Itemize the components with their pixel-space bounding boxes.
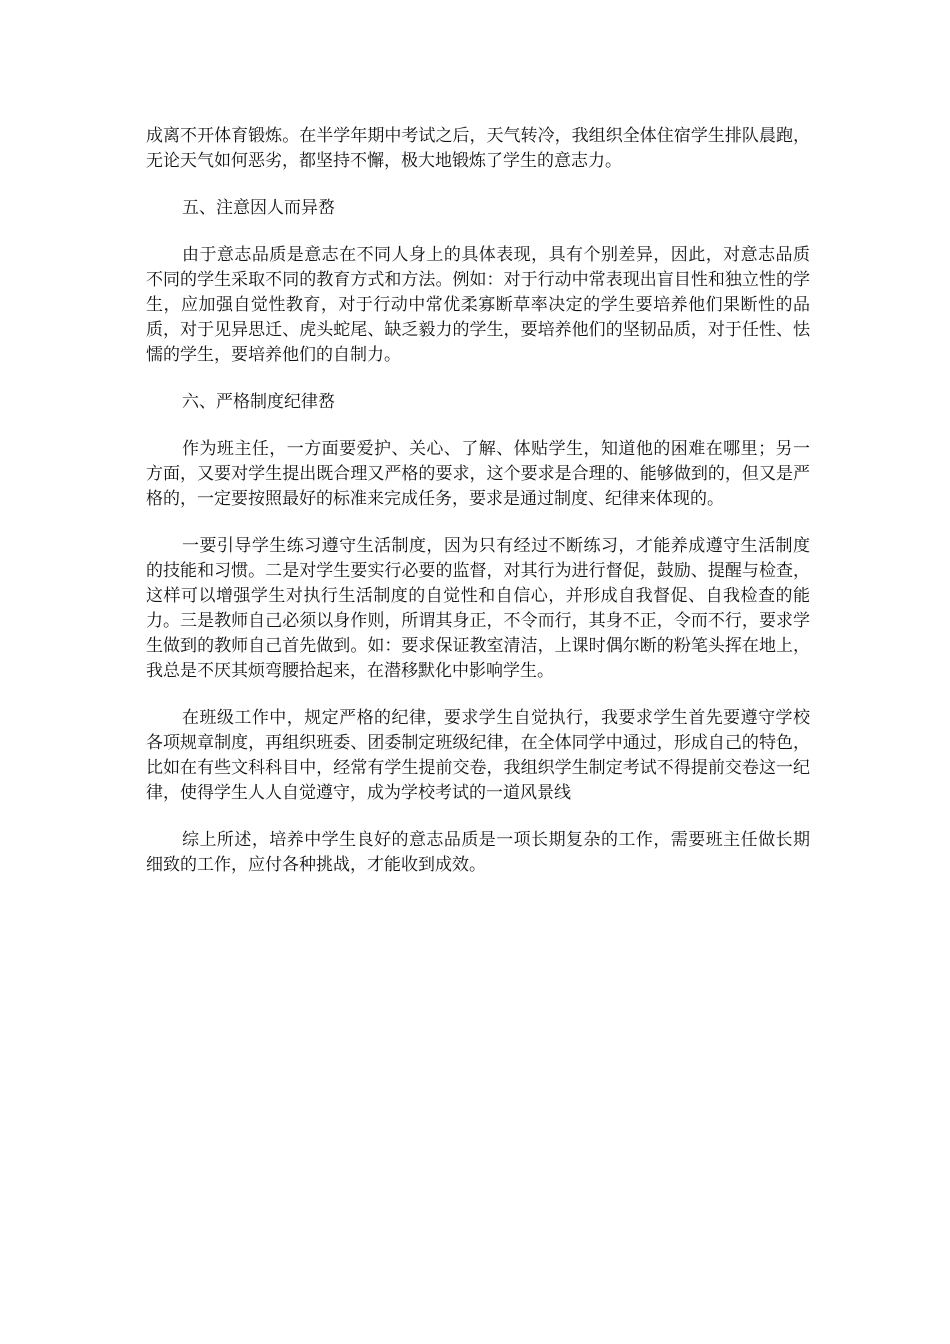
paragraph-conclusion: 综上所述，培养中学生良好的意志品质是一项长期复杂的工作，需要班主任做长期细致的工作，应付各种挑战，才能收到成效。 <box>146 830 810 875</box>
section-heading-5: 五、注意因人而异嵍 <box>182 198 335 218</box>
document-body <box>146 124 810 878</box>
paragraph-life-rules: 一要引导学生练习遵守生活制度，因为只有经过不断练习，才能养成遵守生活制度的技能和习惯。二是对学生要实行必要的监督，对其行为进行督促，鼓励、提醒与检查，这样可以增强学生对执行生活制度的自觉性和自信心，并形成自我督促、自我检查的能力。三是教师自己必须以身作则，所谓其身正，不令而行，其身不正，令而不行，要求学生做到的教师自己首先做到。如：要求保证教室清洁，上课时偶尔断的粉笔头挥在地上，我总是不厌其烦弯腰拾起来，在潜移默化中影响学生。 <box>146 536 810 681</box>
section-heading-6: 六、严格制度纪律嵍 <box>182 392 335 412</box>
paragraph-head-teacher-role: 作为班主任，一方面要爱护、关心、了解、体贴学生，知道他的困难在哪里；另一方面，又要对学生提出既合理又严格的要求，这个要求是合理的、能够做到的，但又是严格的，一定要按照最好的标准来完成任务，要求是通过制度、纪律来体现的。 <box>146 439 810 509</box>
paragraph-class-discipline: 在班级工作中，规定严格的纪律，要求学生自觉执行，我要求学生首先要遵守学校各项规章制度，再组织班委、团委制定班级纪律，在全体同学中通过，形成自己的特色，比如在有些文科科目中，经常有学生提前交卷，我组织学生制定考试不得提前交卷这一纪律，使得学生人人自觉遵守，成为学校考试的一道风景线 <box>146 708 810 803</box>
paragraph-continuation: 成离不开体育锻炼。在半学年期中考试之后，天气转冷，我组织全体住宿学生排队晨跑，无论天气如何恶劣，都坚持不懈，极大地锻炼了学生的意志力。 <box>146 126 810 171</box>
paragraph-willpower-differences: 由于意志品质是意志在不同人身上的具体表现，具有个别差异，因此，对意志品质不同的学生采取不同的教育方式和方法。例如：对于行动中常表现出盲目性和独立性的学生，应加强自觉性教育，对于行动中常优柔寡断草率决定的学生要培养他们果断性的品质，对于见异思迁、虎头蛇尾、缺乏毅力的学生，要培养他们的坚韧品质，对于任性、怯懦的学生，要培养他们的自制力。 <box>146 245 810 365</box>
